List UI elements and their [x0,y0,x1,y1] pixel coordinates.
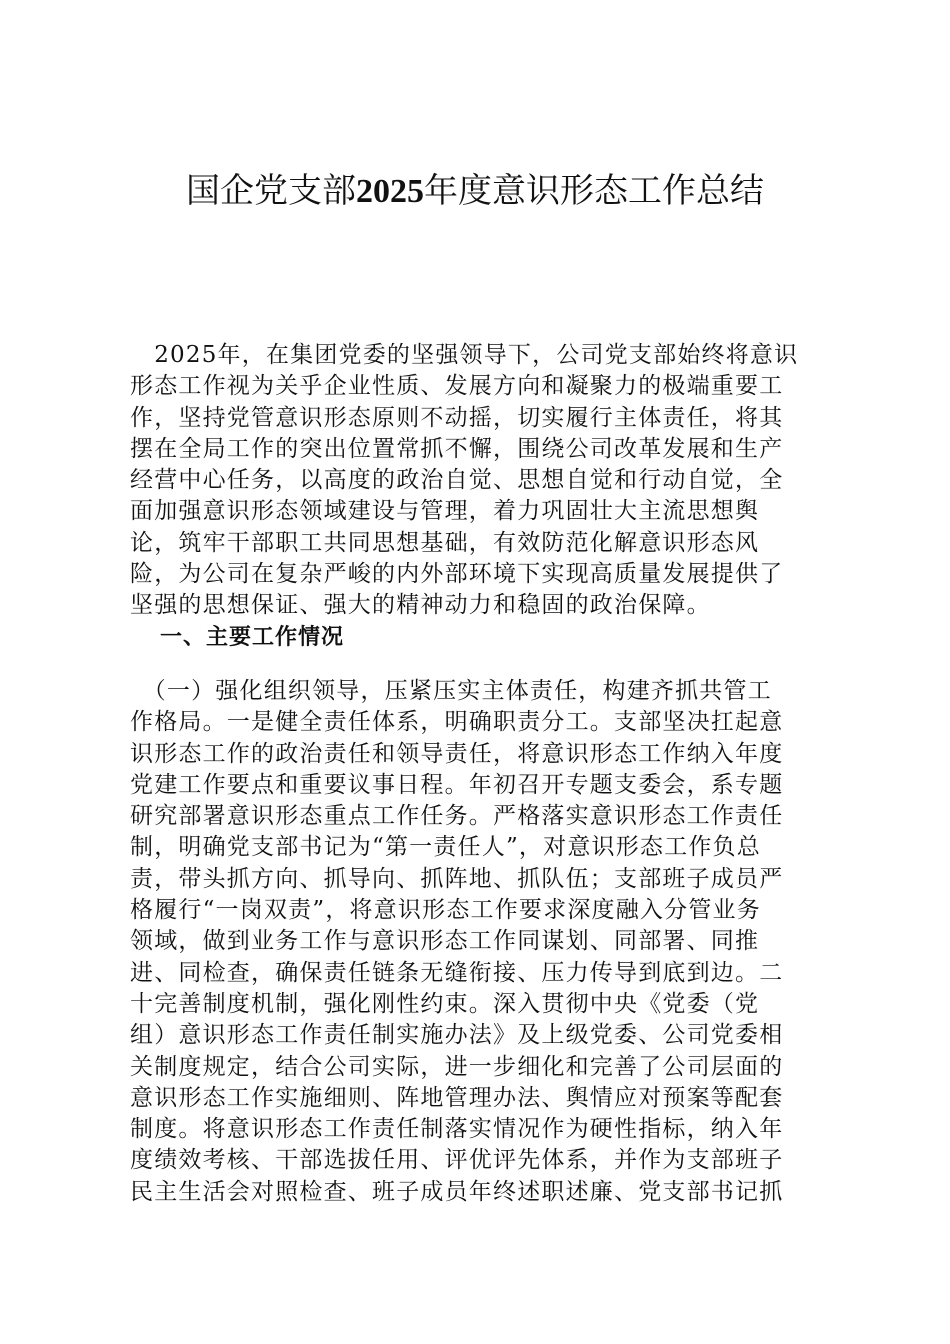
title-prefix: 国企党支部 [186,171,356,211]
paragraph-line: 责，带头抓方向、抓导向、抓阵地、抓队伍；支部班子成员严 [130,865,784,892]
paragraph-line: 作格局。一是健全责任体系，明确职责分工。支部坚决扛起意 [130,709,784,736]
document-title [0,166,950,217]
paragraph-line: （一）强化组织领导，压紧压实主体责任，构建齐抓共管工 [130,678,772,704]
title-year: 2025 [356,173,424,210]
paragraph-line: 识形态工作的政治责任和领导责任，将意识形态工作纳入年度 [130,740,784,767]
paragraph-line: 党建工作要点和重要议事日程。年初召开专题支委会，系专题 [130,771,784,798]
paragraph-line: 2025年，在集团党委的坚强领导下，公司党支部始终将意识 [130,342,799,368]
paragraph-line: 领域，做到业务工作与意识形态工作同谋划、同部署、同推 [130,928,760,955]
paragraph-line: 组）意识形态工作责任制实施办法》及上级党委、公司党委相 [130,1022,784,1049]
paragraph-line: 进、同检查，确保责任链条无缝衔接、压力传导到底到边。二 [130,959,784,986]
paragraph-line: 研究部署意识形态重点工作任务。严格落实意识形态工作责任 [130,803,784,830]
paragraph-line: 意识形态工作实施细则、阵地管理办法、舆情应对预案等配套 [130,1084,784,1111]
paragraph-line: 制，明确党支部书记为“第一责任人”，对意识形态工作负总 [130,834,761,861]
title-suffix: 年度意识形态工作总结 [424,171,764,211]
paragraph-line: 摆在全局工作的突出位置常抓不懈，围绕公司改革发展和生产 [130,435,784,462]
paragraph-line: 论，筑牢干部职工共同思想基础，有效防范化解意识形态风 [130,529,760,556]
paragraph-line: 险，为公司在复杂严峻的内外部环境下实现高质量发展提供了 [130,561,784,588]
paragraph-line: 民主生活会对照检查、班子成员年终述职述廉、党支部书记抓 [130,1178,784,1205]
paragraph-line: 面加强意识形态领域建设与管理，着力巩固壮大主流思想舆 [130,498,760,525]
paragraph-line: 坚强的思想保证、强大的精神动力和稳固的政治保障。 [130,592,711,619]
paragraph-line: 关制度规定，结合公司实际，进一步细化和完善了公司层面的 [130,1053,784,1080]
paragraph-line: 形态工作视为关乎企业性质、发展方向和凝聚力的极端重要工 [130,373,784,400]
paragraph-line: 度绩效考核、干部选拔任用、评优评先体系，并作为支部班子 [130,1147,784,1174]
paragraph-line: 十完善制度机制，强化刚性约束。深入贯彻中央《党委（党 [130,990,760,1017]
paragraph-line: 作，坚持党管意识形态原则不动摇，切实履行主体责任，将其 [130,404,784,431]
paragraph-line: 格履行“一岗双责”，将意识形态工作要求深度融入分管业务 [130,897,761,924]
paragraph-line: 制度。将意识形态工作责任制落实情况作为硬性指标，纳入年 [130,1116,784,1143]
intro-paragraph [130,340,830,622]
section-paragraph [130,676,830,1208]
paragraph-line: 经营中心任务，以高度的政治自觉、思想自觉和行动自觉，全 [130,467,784,494]
section-heading: 一、主要工作情况 [160,625,345,650]
